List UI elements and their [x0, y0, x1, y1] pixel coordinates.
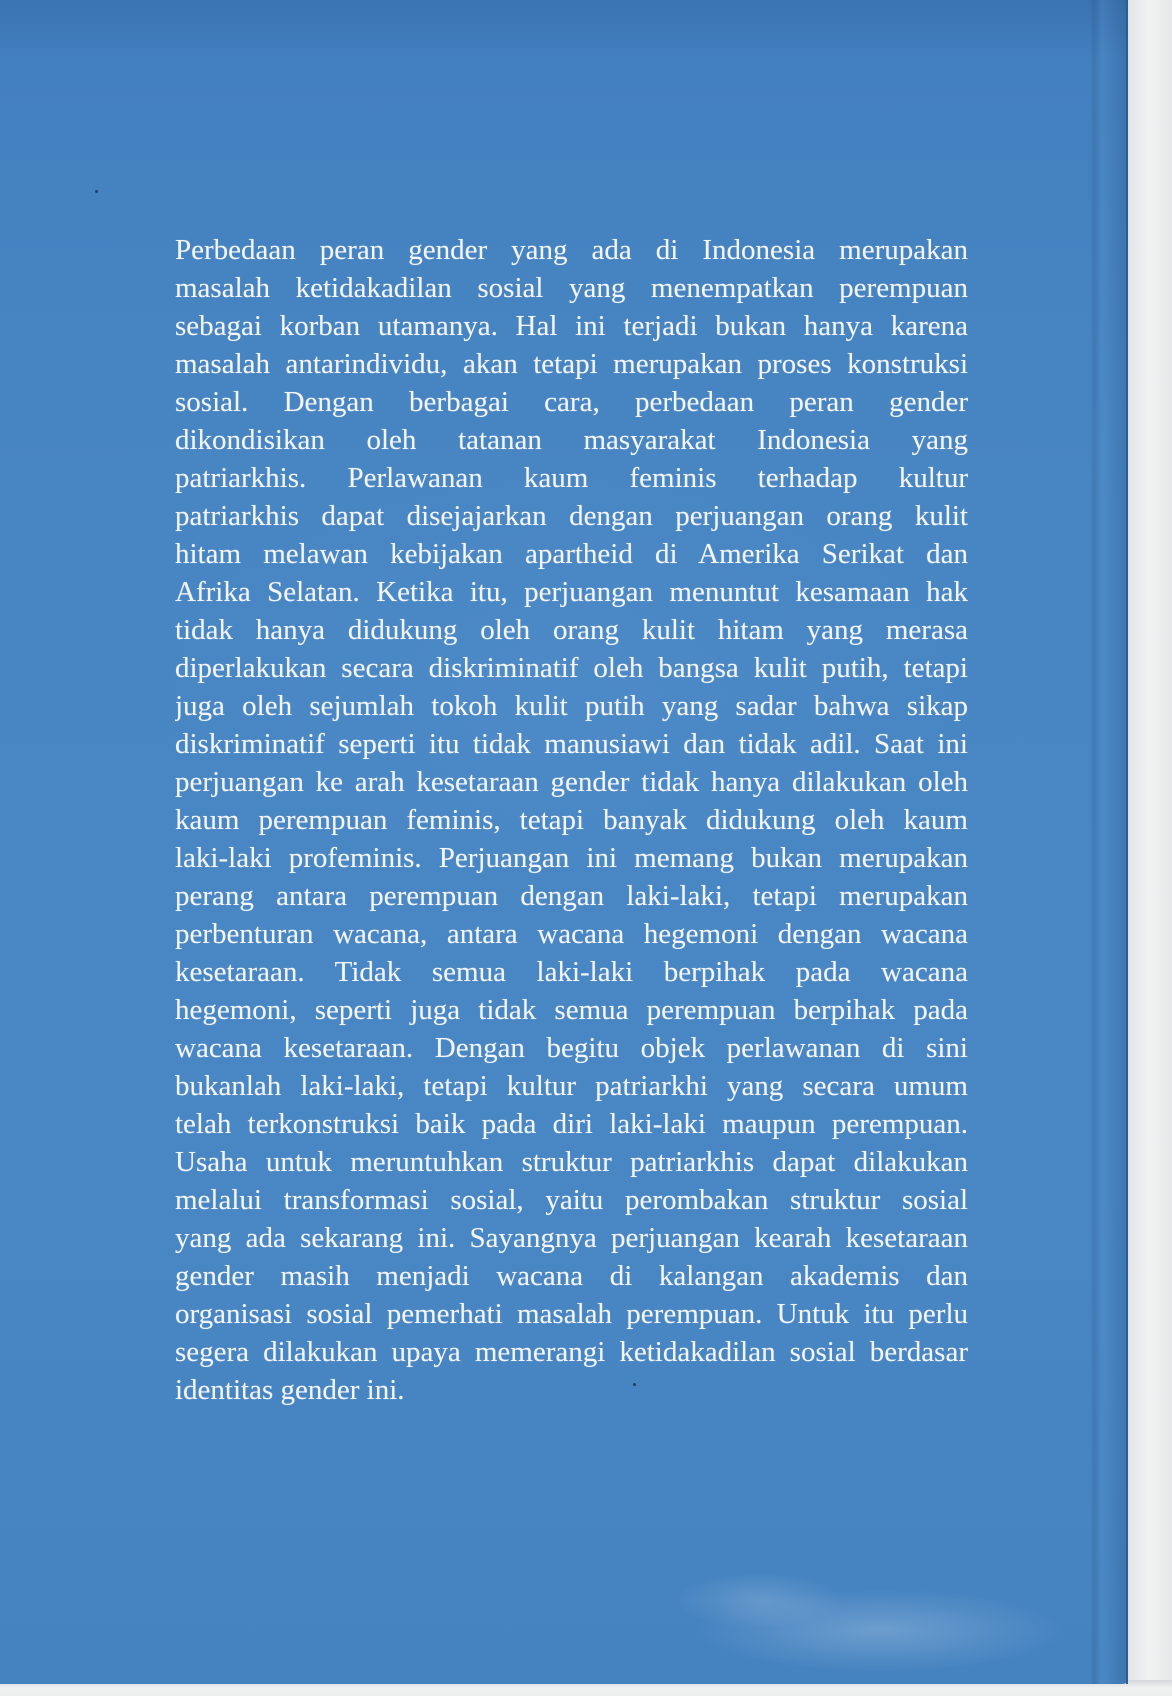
blurb-line: organisasi sosial pemerhati masalah perempuan. Untuk itu perlu	[175, 1298, 968, 1330]
blurb-line: patriarkhis. Perlawanan kaum feminis terhadap kultur	[175, 462, 968, 494]
blurb-text	[175, 231, 968, 1409]
blurb-line: telah terkonstruksi baik pada diri laki-laki maupun perempuan.	[175, 1108, 968, 1140]
blurb-line: hitam melawan kebijakan apartheid di Amerika Serikat dan	[175, 538, 968, 570]
blurb-line: juga oleh sejumlah tokoh kulit putih yang sadar bahwa sikap	[175, 690, 968, 722]
cover-edge-line	[1126, 0, 1128, 1684]
blurb-line: patriarkhis dapat disejajarkan dengan perjuangan orang kulit	[175, 500, 968, 532]
blurb-line: melalui transformasi sosial, yaitu perombakan struktur sosial	[175, 1184, 968, 1216]
blurb-line: wacana kesetaraan. Dengan begitu objek perlawanan di sini	[175, 1032, 968, 1064]
blurb-line: laki-laki profeminis. Perjuangan ini memang bukan merupakan	[175, 842, 968, 874]
blurb-line: masalah ketidakadilan sosial yang menempatkan perempuan	[175, 272, 968, 304]
blurb-line: tidak hanya didukung oleh orang kulit hitam yang merasa	[175, 614, 968, 646]
blurb-line: perjuangan ke arah kesetaraan gender tidak hanya dilakukan oleh	[175, 766, 968, 798]
blurb-line: identitas gender ini.	[175, 1374, 405, 1406]
blurb-line: segera dilakukan upaya memerangi ketidakadilan sosial berdasar	[175, 1336, 968, 1368]
blurb-line: perang antara perempuan dengan laki-laki, tetapi merupakan	[175, 880, 968, 912]
blurb-line: perbenturan wacana, antara wacana hegemoni dengan wacana	[175, 918, 968, 950]
blurb-line: kaum perempuan feminis, tetapi banyak didukung oleh kaum	[175, 804, 968, 836]
blurb-line: gender masih menjadi wacana di kalangan akademis dan	[175, 1260, 968, 1292]
blurb-line: kesetaraan. Tidak semua laki-laki berpihak pada wacana	[175, 956, 968, 988]
cover-fold-band	[1090, 0, 1128, 1684]
blurb-line: dikondisikan oleh tatanan masyarakat Indonesia yang	[175, 424, 968, 456]
blurb-line: masalah antarindividu, akan tetapi merupakan proses konstruksi	[175, 348, 968, 380]
blurb-line: yang ada sekarang ini. Sayangnya perjuangan kearah kesetaraan	[175, 1222, 968, 1254]
blurb-line: diskriminatif seperti itu tidak manusiawi dan tidak adil. Saat ini	[175, 728, 968, 760]
blurb-line: bukanlah laki-laki, tetapi kultur patriarkhi yang secara umum	[175, 1070, 968, 1102]
blurb-line: Usaha untuk meruntuhkan struktur patriarkhis dapat dilakukan	[175, 1146, 968, 1178]
print-speck	[95, 190, 98, 193]
blurb-line: sosial. Dengan berbagai cara, perbedaan peran gender	[175, 386, 968, 418]
blurb-line: Afrika Selatan. Ketika itu, perjuangan menuntut kesamaan hak	[175, 576, 968, 608]
blurb-line: Perbedaan peran gender yang ada di Indonesia merupakan	[175, 234, 968, 266]
blurb-line: diperlakukan secara diskriminatif oleh bangsa kulit putih, tetapi	[175, 652, 968, 684]
blurb-line: sebagai korban utamanya. Hal ini terjadi bukan hanya karena	[175, 310, 968, 342]
blurb-line: hegemoni, seperti juga tidak semua perempuan berpihak pada	[175, 994, 968, 1026]
